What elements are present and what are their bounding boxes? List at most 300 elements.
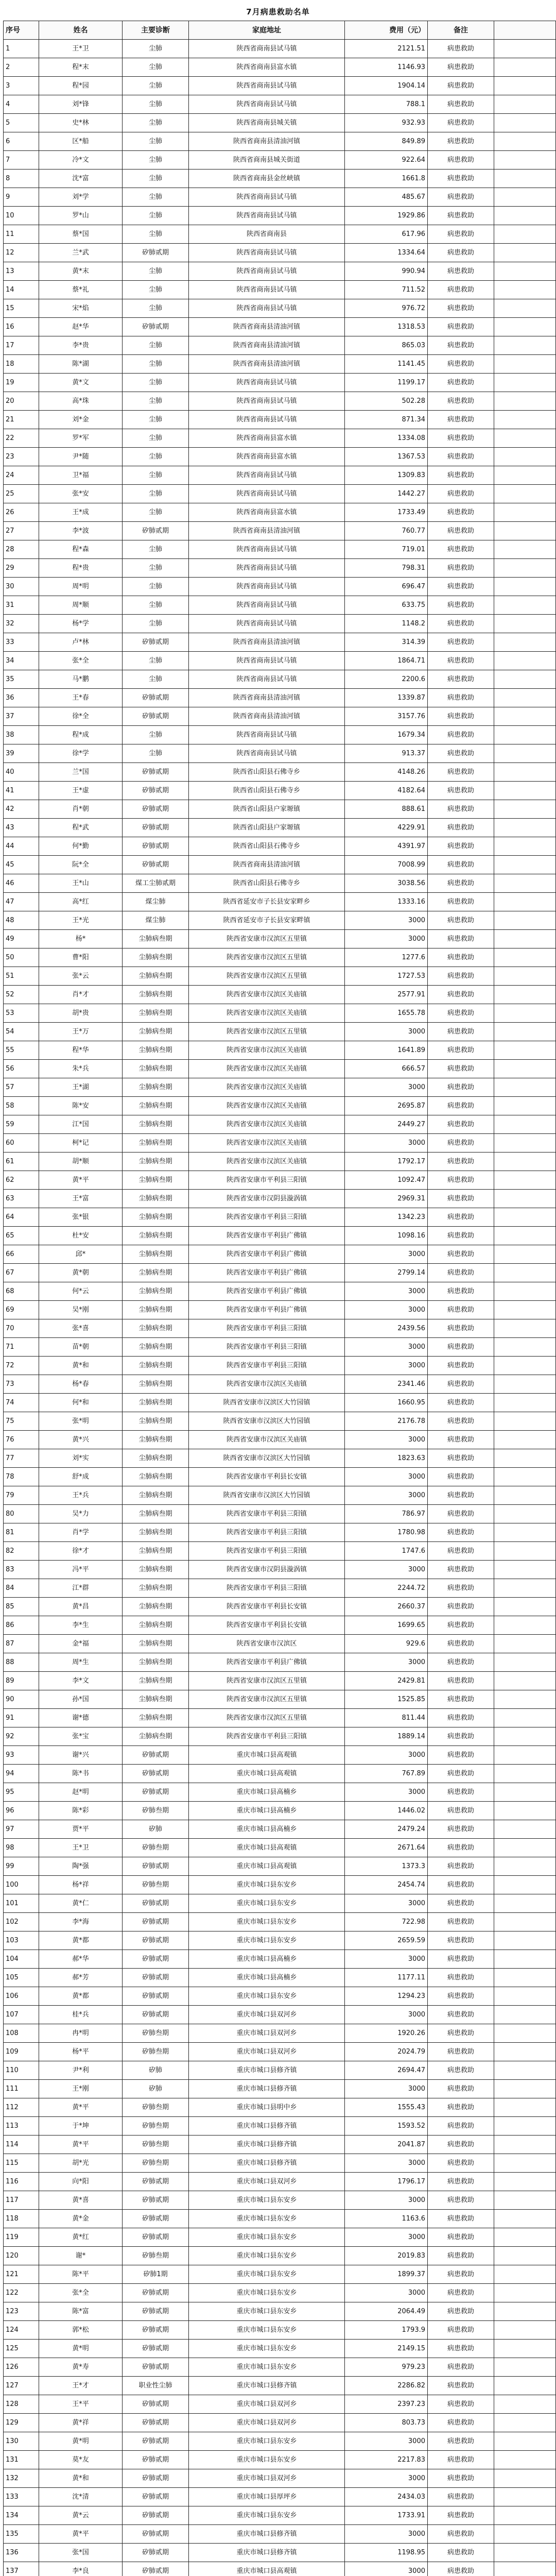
row-note: 病患救助 <box>428 1412 494 1431</box>
row-diagnosis: 矽肺贰期 <box>123 819 189 837</box>
row-blank <box>494 2525 556 2544</box>
row-diagnosis: 尘肺病叁期 <box>123 1245 189 1264</box>
table-row <box>4 726 556 744</box>
row-note: 病患救助 <box>428 2265 494 2284</box>
row-seq: 111 <box>4 2080 39 2098</box>
row-address: 重庆市城口县高楠乡 <box>189 1820 345 1839</box>
row-diagnosis: 尘肺 <box>123 281 189 299</box>
row-cost: 1163.6 <box>345 2210 428 2228</box>
row-blank <box>494 1004 556 1023</box>
table-row <box>4 2451 556 2469</box>
row-blank <box>494 578 556 596</box>
row-blank <box>494 207 556 225</box>
table-row <box>4 448 556 466</box>
row-blank <box>494 77 556 95</box>
row-blank <box>494 2321 556 2340</box>
row-seq: 11 <box>4 225 39 244</box>
row-address: 重庆市城口县厚坪乡 <box>189 2488 345 2506</box>
row-blank <box>494 1950 556 1969</box>
row-name: 周*生 <box>39 1653 123 1672</box>
row-cost: 1823.63 <box>345 1449 428 1468</box>
row-note: 病患救助 <box>428 281 494 299</box>
row-seq: 62 <box>4 1171 39 1190</box>
row-diagnosis: 尘肺病叁期 <box>123 1097 189 1115</box>
row-address: 陕西省安康市汉阴县漩涡镇 <box>189 1190 345 1208</box>
row-seq: 91 <box>4 1709 39 1727</box>
row-blank <box>494 429 556 448</box>
row-note: 病患救助 <box>428 559 494 578</box>
row-seq: 16 <box>4 318 39 336</box>
row-note: 病患救助 <box>428 522 494 540</box>
row-diagnosis: 矽肺贰期 <box>123 2321 189 2340</box>
table-row <box>4 1653 556 1672</box>
row-address: 陕西省安康市汉滨区五里镇 <box>189 948 345 967</box>
table-row <box>4 2506 556 2525</box>
row-blank <box>494 1635 556 1653</box>
row-seq: 85 <box>4 1598 39 1616</box>
row-name: 王*才 <box>39 2377 123 2395</box>
row-seq: 132 <box>4 2469 39 2488</box>
row-address: 陕西省商南县富水镇 <box>189 58 345 77</box>
row-diagnosis: 矽肺 <box>123 1820 189 1839</box>
row-cost: 811.44 <box>345 1709 428 1727</box>
row-cost: 1277.6 <box>345 948 428 967</box>
row-note: 病患救助 <box>428 77 494 95</box>
row-diagnosis: 尘肺 <box>123 670 189 689</box>
row-note: 病患救助 <box>428 1245 494 1264</box>
table-row <box>4 856 556 874</box>
table-row <box>4 1894 556 1913</box>
row-seq: 119 <box>4 2228 39 2247</box>
row-blank <box>494 652 556 670</box>
row-blank <box>494 2377 556 2395</box>
table-row <box>4 77 556 95</box>
row-address: 陕西省安康市汉滨区五里镇 <box>189 1672 345 1690</box>
row-name: 卫*福 <box>39 466 123 485</box>
row-blank <box>494 1894 556 1913</box>
row-address: 陕西省商南县富水镇 <box>189 503 345 522</box>
row-cost: 1525.85 <box>345 1690 428 1709</box>
row-blank <box>494 707 556 726</box>
row-blank <box>494 281 556 299</box>
row-address: 陕西省安康市汉滨区关庙镇 <box>189 1041 345 1060</box>
row-diagnosis: 尘肺病叁期 <box>123 1523 189 1542</box>
row-cost: 849.89 <box>345 132 428 151</box>
row-name: 冉*明 <box>39 2024 123 2043</box>
row-diagnosis: 尘肺 <box>123 95 189 114</box>
table-row <box>4 1561 556 1579</box>
row-name: 蔡*国 <box>39 225 123 244</box>
row-blank <box>494 540 556 559</box>
row-address: 陕西省安康市汉滨区关庙镇 <box>189 1078 345 1097</box>
row-diagnosis: 尘肺 <box>123 744 189 763</box>
row-diagnosis: 尘肺病叁期 <box>123 1561 189 1579</box>
row-note: 病患救助 <box>428 1060 494 1078</box>
row-address: 重庆市城口县双河乡 <box>189 2006 345 2024</box>
row-cost: 929.6 <box>345 1635 428 1653</box>
row-note: 病患救助 <box>428 1264 494 1282</box>
row-blank <box>494 225 556 244</box>
row-cost: 2024.79 <box>345 2043 428 2061</box>
row-name: 黄*明 <box>39 2432 123 2451</box>
row-name: 刘*学 <box>39 188 123 207</box>
row-address: 陕西省商南县 <box>189 225 345 244</box>
table-row <box>4 485 556 503</box>
table-row <box>4 1913 556 1931</box>
row-note: 病患救助 <box>428 1820 494 1839</box>
row-address: 陕西省安康市平利县广佛镇 <box>189 1653 345 1672</box>
row-cost: 2439.56 <box>345 1319 428 1338</box>
row-seq: 77 <box>4 1449 39 1468</box>
row-blank <box>494 1468 556 1486</box>
row-blank <box>494 1023 556 1041</box>
row-address: 陕西省安康市汉滨区关庙镇 <box>189 1431 345 1449</box>
row-note: 病患救助 <box>428 2080 494 2098</box>
table-row <box>4 2432 556 2451</box>
row-diagnosis: 尘肺病叁期 <box>123 1690 189 1709</box>
row-address: 重庆市城口县双河乡 <box>189 2173 345 2191</box>
row-name: 张*明 <box>39 1412 123 1431</box>
row-address: 陕西省安康市汉滨区五里镇 <box>189 1690 345 1709</box>
row-diagnosis: 矽肺贰期 <box>123 2358 189 2377</box>
row-seq: 14 <box>4 281 39 299</box>
row-note: 病患救助 <box>428 2284 494 2302</box>
table-row <box>4 1876 556 1894</box>
row-cost: 1339.87 <box>345 689 428 707</box>
row-seq: 3 <box>4 77 39 95</box>
row-name: 黄*红 <box>39 2228 123 2247</box>
row-note: 病患救助 <box>428 448 494 466</box>
row-note: 病患救助 <box>428 948 494 967</box>
row-name: 兰*武 <box>39 244 123 262</box>
row-name: 高*珠 <box>39 392 123 411</box>
row-cost: 3000 <box>345 2284 428 2302</box>
row-seq: 104 <box>4 1950 39 1969</box>
row-cost: 2244.72 <box>345 1579 428 1598</box>
row-cost: 2429.81 <box>345 1672 428 1690</box>
row-name: 黄*和 <box>39 1357 123 1375</box>
row-seq: 18 <box>4 355 39 374</box>
table-row <box>4 2265 556 2284</box>
row-cost: 2341.46 <box>345 1375 428 1394</box>
row-blank <box>494 559 556 578</box>
row-name: 黄*平 <box>39 2525 123 2544</box>
row-seq: 26 <box>4 503 39 522</box>
row-cost: 4182.64 <box>345 782 428 800</box>
row-name: 罗*山 <box>39 207 123 225</box>
row-diagnosis: 尘肺病叁期 <box>123 1319 189 1338</box>
table-row <box>4 633 556 652</box>
row-blank <box>494 744 556 763</box>
row-note: 病患救助 <box>428 2488 494 2506</box>
row-seq: 137 <box>4 2562 39 2576</box>
row-note: 病患救助 <box>428 2117 494 2136</box>
row-name: 郭*松 <box>39 2321 123 2340</box>
row-name: 周*顺 <box>39 596 123 615</box>
row-cost: 1733.91 <box>345 2506 428 2525</box>
row-name: 罗*军 <box>39 429 123 448</box>
row-name: 李*海 <box>39 1913 123 1931</box>
row-address: 重庆市城口县高楠乡 <box>189 1969 345 1987</box>
row-blank <box>494 1301 556 1319</box>
row-diagnosis: 尘肺 <box>123 448 189 466</box>
row-blank <box>494 633 556 652</box>
table-row <box>4 1987 556 2006</box>
row-name: 王*光 <box>39 911 123 930</box>
row-note: 病患救助 <box>428 1542 494 1561</box>
row-name: 冷*文 <box>39 151 123 170</box>
row-diagnosis: 矽肺贰期 <box>123 2544 189 2562</box>
row-name: 尹*随 <box>39 448 123 466</box>
row-seq: 17 <box>4 336 39 355</box>
row-seq: 110 <box>4 2061 39 2080</box>
row-diagnosis: 矽肺 <box>123 2080 189 2098</box>
row-note: 病患救助 <box>428 2377 494 2395</box>
row-address: 陕西省商南县富水镇 <box>189 448 345 466</box>
row-name: 谢*兴 <box>39 1746 123 1765</box>
row-cost: 3000 <box>345 1078 428 1097</box>
row-diagnosis: 矽肺贰期 <box>123 2506 189 2525</box>
row-address: 陕西省商南县清油河镇 <box>189 522 345 540</box>
row-name: 杨*祥 <box>39 1876 123 1894</box>
row-note: 病患救助 <box>428 411 494 429</box>
row-blank <box>494 114 556 132</box>
row-cost: 711.52 <box>345 281 428 299</box>
row-address: 陕西省安康市平利县广佛镇 <box>189 1245 345 1264</box>
row-note: 病患救助 <box>428 485 494 503</box>
row-seq: 97 <box>4 1820 39 1839</box>
row-name: 陈*书 <box>39 1765 123 1783</box>
table-row <box>4 1208 556 1227</box>
row-name: 沈*清 <box>39 2488 123 2506</box>
row-seq: 54 <box>4 1023 39 1041</box>
row-address: 陕西省商南县试马镇 <box>189 485 345 503</box>
table-row <box>4 930 556 948</box>
row-address: 陕西省安康市平利县三阳镇 <box>189 1523 345 1542</box>
row-diagnosis: 尘肺病叁期 <box>123 1394 189 1412</box>
table-row <box>4 1523 556 1542</box>
row-note: 病患救助 <box>428 299 494 318</box>
row-diagnosis: 矽肺贰期 <box>123 2432 189 2451</box>
row-address: 陕西省商南县试马镇 <box>189 652 345 670</box>
row-address: 陕西省商南县试马镇 <box>189 299 345 318</box>
row-seq: 47 <box>4 893 39 911</box>
relief-table <box>3 21 556 2576</box>
table-row <box>4 2469 556 2488</box>
row-diagnosis: 矽肺贰期 <box>123 1931 189 1950</box>
row-seq: 125 <box>4 2340 39 2358</box>
row-diagnosis: 尘肺病叁期 <box>123 1431 189 1449</box>
row-name: 黄*平 <box>39 2098 123 2117</box>
row-diagnosis: 矽肺贰期 <box>123 2414 189 2432</box>
row-diagnosis: 尘肺 <box>123 411 189 429</box>
row-cost: 1555.43 <box>345 2098 428 2117</box>
row-seq: 20 <box>4 392 39 411</box>
row-seq: 127 <box>4 2377 39 2395</box>
row-seq: 70 <box>4 1319 39 1338</box>
row-diagnosis: 尘肺病叁期 <box>123 1579 189 1598</box>
row-cost: 3000 <box>345 2432 428 2451</box>
row-name: 杨*平 <box>39 2043 123 2061</box>
row-seq: 22 <box>4 429 39 448</box>
row-note: 病患救助 <box>428 95 494 114</box>
row-blank <box>494 615 556 633</box>
table-row <box>4 2173 556 2191</box>
row-address: 陕西省商南县清油河镇 <box>189 318 345 336</box>
row-name: 陶*强 <box>39 1857 123 1876</box>
table-row <box>4 2154 556 2173</box>
row-seq: 108 <box>4 2024 39 2043</box>
table-row <box>4 1431 556 1449</box>
row-blank <box>494 188 556 207</box>
row-name: 黄*云 <box>39 2506 123 2525</box>
row-blank <box>494 856 556 874</box>
row-note: 病患救助 <box>428 429 494 448</box>
table-row <box>4 1598 556 1616</box>
table-row <box>4 1746 556 1765</box>
row-diagnosis: 矽肺贰期 <box>123 1894 189 1913</box>
row-seq: 103 <box>4 1931 39 1950</box>
row-blank <box>494 948 556 967</box>
row-name: 张*宝 <box>39 1727 123 1746</box>
table-row <box>4 392 556 411</box>
row-diagnosis: 尘肺病叁期 <box>123 1060 189 1078</box>
row-note: 病患救助 <box>428 1375 494 1394</box>
row-blank <box>494 911 556 930</box>
table-row <box>4 800 556 819</box>
row-diagnosis: 矽肺贰期 <box>123 782 189 800</box>
row-note: 病患救助 <box>428 1078 494 1097</box>
row-note: 病患救助 <box>428 40 494 58</box>
row-note: 病患救助 <box>428 911 494 930</box>
row-note: 病患救助 <box>428 1023 494 1041</box>
table-row <box>4 1041 556 1060</box>
row-cost: 3000 <box>345 1282 428 1301</box>
table-row <box>4 1282 556 1301</box>
row-cost: 1641.89 <box>345 1041 428 1060</box>
row-address: 重庆市城口县东安乡 <box>189 2247 345 2265</box>
row-name: 谢*德 <box>39 1709 123 1727</box>
table-row <box>4 1857 556 1876</box>
row-blank <box>494 1931 556 1950</box>
row-name: 黄*末 <box>39 262 123 281</box>
row-note: 病患救助 <box>428 1190 494 1208</box>
row-seq: 23 <box>4 448 39 466</box>
row-address: 陕西省安康市平利县三阳镇 <box>189 1208 345 1227</box>
row-cost: 1442.27 <box>345 485 428 503</box>
row-blank <box>494 1134 556 1153</box>
row-name: 邱* <box>39 1245 123 1264</box>
row-name: 王*卫 <box>39 40 123 58</box>
row-seq: 53 <box>4 1004 39 1023</box>
row-cost: 1699.65 <box>345 1616 428 1635</box>
row-diagnosis: 矽肺叁期 <box>123 2117 189 2136</box>
row-cost: 3000 <box>345 1783 428 1802</box>
row-diagnosis: 矽肺叁期 <box>123 1802 189 1820</box>
row-address: 重庆市城口县双河乡 <box>189 2024 345 2043</box>
row-name: 李*贵 <box>39 336 123 355</box>
row-cost: 803.73 <box>345 2414 428 2432</box>
row-cost: 1092.47 <box>345 1171 428 1190</box>
row-address: 重庆市城口县东安乡 <box>189 2506 345 2525</box>
row-cost: 2019.83 <box>345 2247 428 2265</box>
row-blank <box>494 448 556 466</box>
row-seq: 73 <box>4 1375 39 1394</box>
row-blank <box>494 2117 556 2136</box>
row-note: 病患救助 <box>428 1598 494 1616</box>
row-blank <box>494 2006 556 2024</box>
row-name: 宋*焰 <box>39 299 123 318</box>
row-cost: 3000 <box>345 1486 428 1505</box>
row-name: 吴*刚 <box>39 1301 123 1319</box>
table-row <box>4 1412 556 1431</box>
row-address: 重庆市城口县东安乡 <box>189 2228 345 2247</box>
row-diagnosis: 矽肺贰期 <box>123 1746 189 1765</box>
row-cost: 7008.99 <box>345 856 428 874</box>
row-blank <box>494 1357 556 1375</box>
row-seq: 33 <box>4 633 39 652</box>
row-address: 陕西省安康市平利县长安镇 <box>189 1616 345 1635</box>
table-body <box>4 40 556 2576</box>
row-diagnosis: 尘肺病叁期 <box>123 1227 189 1245</box>
row-cost: 722.98 <box>345 1913 428 1931</box>
row-cost: 786.97 <box>345 1505 428 1523</box>
row-name: 黄*金 <box>39 2210 123 2228</box>
table-row <box>4 986 556 1004</box>
row-cost: 3000 <box>345 1301 428 1319</box>
row-seq: 83 <box>4 1561 39 1579</box>
row-name: 李*生 <box>39 1616 123 1635</box>
row-diagnosis: 尘肺病叁期 <box>123 1357 189 1375</box>
row-note: 病患救助 <box>428 262 494 281</box>
row-name: 程*贵 <box>39 559 123 578</box>
row-diagnosis: 矽肺贰期 <box>123 2562 189 2576</box>
row-note: 病患救助 <box>428 1041 494 1060</box>
row-seq: 4 <box>4 95 39 114</box>
row-diagnosis: 尘肺 <box>123 225 189 244</box>
row-blank <box>494 1523 556 1542</box>
row-blank <box>494 2562 556 2576</box>
table-row <box>4 2414 556 2432</box>
row-address: 重庆市城口县修齐镇 <box>189 2525 345 2544</box>
row-name: 张*全 <box>39 2284 123 2302</box>
row-blank <box>494 2414 556 2432</box>
header-address: 家庭地址 <box>189 21 345 40</box>
row-name: 王*虚 <box>39 782 123 800</box>
row-blank <box>494 170 556 188</box>
row-note: 病患救助 <box>428 1004 494 1023</box>
row-cost: 1146.93 <box>345 58 428 77</box>
table-row <box>4 689 556 707</box>
table-row <box>4 188 556 207</box>
row-note: 病患救助 <box>428 2136 494 2154</box>
row-note: 病患救助 <box>428 652 494 670</box>
row-address: 重庆市城口县双河乡 <box>189 2469 345 2488</box>
row-blank <box>494 1190 556 1208</box>
row-seq: 86 <box>4 1616 39 1635</box>
row-name: 王*山 <box>39 874 123 893</box>
row-note: 病患救助 <box>428 1839 494 1857</box>
row-address: 陕西省商南县试马镇 <box>189 188 345 207</box>
row-diagnosis: 矽肺叁期 <box>123 2154 189 2173</box>
row-cost: 3000 <box>345 1357 428 1375</box>
row-blank <box>494 1690 556 1709</box>
row-seq: 79 <box>4 1486 39 1505</box>
row-diagnosis: 尘肺病叁期 <box>123 1190 189 1208</box>
row-address: 陕西省安康市汉滨区大竹园镇 <box>189 1394 345 1412</box>
row-diagnosis: 尘肺病叁期 <box>123 1727 189 1746</box>
row-cost: 2694.47 <box>345 2061 428 2080</box>
